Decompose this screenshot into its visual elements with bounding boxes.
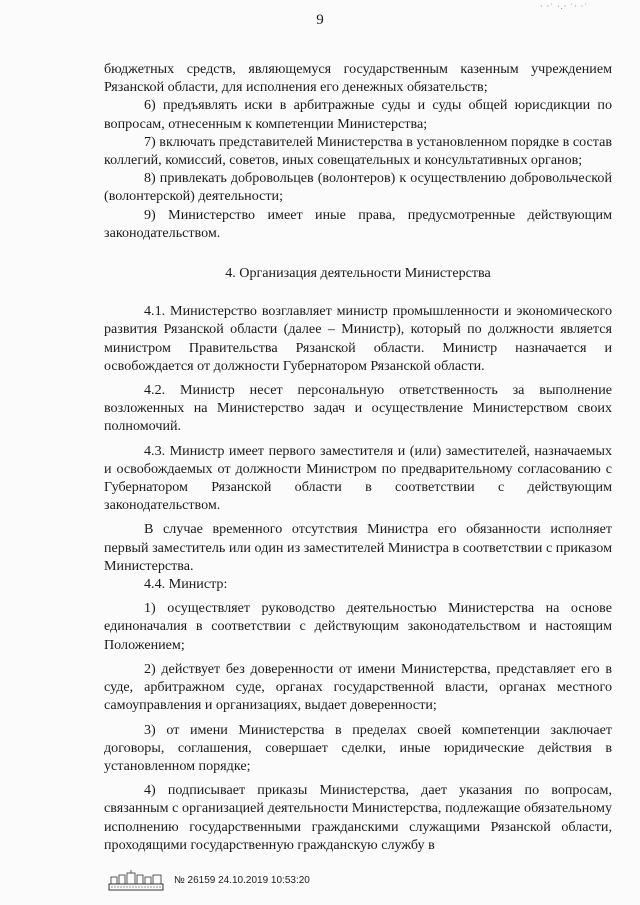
paragraph-4-1: 4.1. Министерство возглавляет министр промышленности и экономического развития Рязанской области (далее – Министр), который по должности является министром Правительства Рязанской области. Министр назначается и освобождается от должности Губернатором Рязанской области. [104, 303, 612, 374]
paragraph-continuation: бюджетных средств, являющемуся государственным казенным учреждением Рязанской области, для исполнения его денежных обязательств; [104, 61, 612, 96]
registration-number: № 26159 24.10.2019 10:53:20 [174, 874, 310, 886]
paragraph-4-4-item-3: 3) от имени Министерства в пределах своей компетенции заключает договоры, соглашения, совершает сделки, иные юридические действия в установленном порядке; [104, 721, 612, 774]
paragraph-temporary-absence: В случае временного отсутствия Министра его обязанности исполняет первый заместитель или один из заместителей Министра в соответствии с приказом Министерства. [104, 521, 612, 574]
registry-stamp-icon [108, 869, 164, 891]
paragraph-item-9: 9) Министерство имеет иные права, предусмотренные действующим законодательством. [104, 206, 612, 241]
paragraph-4-4-item-4: 4) подписывает приказы Министерства, дает указания по вопросам, связанным с организацией деятельности Министерства, подлежащие обязательному исполнению государственными гражданскими служащими Рязанской области, проходящими государственную гражданскую службу в [104, 782, 612, 853]
paragraph-4-4-item-2: 2) действует без доверенности от имени Министерства, представляет его в суде, арбитражном суде, органах государственной власти, органах местного самоуправления и организациях, выдает доверенности; [104, 660, 612, 714]
paragraph-4-4-item-1: 1) осуществляет руководство деятельностью Министерства на основе единоначалия в соответствии с действующим законодательством и настоящим Положением; [104, 600, 612, 653]
document-body [104, 60, 612, 854]
section-heading-4: 4. Организация деятельности Министерства [225, 265, 491, 282]
scan-artifact: · ·˙ ·.· ˙· ·˙ [540, 2, 588, 11]
registration-footer [108, 868, 310, 892]
paragraph-item-8: 8) привлекать добровольцев (волонтеров) к осуществлению добровольческой (волонтерской) деятельности; [104, 170, 612, 205]
paragraph-4-3: 4.3. Министр имеет первого заместителя и (или) заместителей, назначаемых и освобождаемых от должности Министром по предварительному согласованию с Губернатором Рязанской области в соответствии с действующим законодательством. [104, 442, 612, 514]
paragraph-item-6: 6) предъявлять иски в арбитражные суды и суды общей юрисдикции по вопросам, отнесенным к компетенции Министерства; [104, 97, 612, 132]
paragraph-item-7: 7) включать представителей Министерства в установленном порядке в состав коллегий, комиссий, советов, иных совещательных и консультативных органов; [104, 133, 612, 169]
paragraph-4-2: 4.2. Министр несет персональную ответственность за выполнение возложенных на Министерство задач и осуществление Министерством своих полномочий. [104, 382, 612, 435]
page-number: 9 [316, 12, 324, 28]
paragraph-4-4: 4.4. Министр: [144, 576, 228, 593]
